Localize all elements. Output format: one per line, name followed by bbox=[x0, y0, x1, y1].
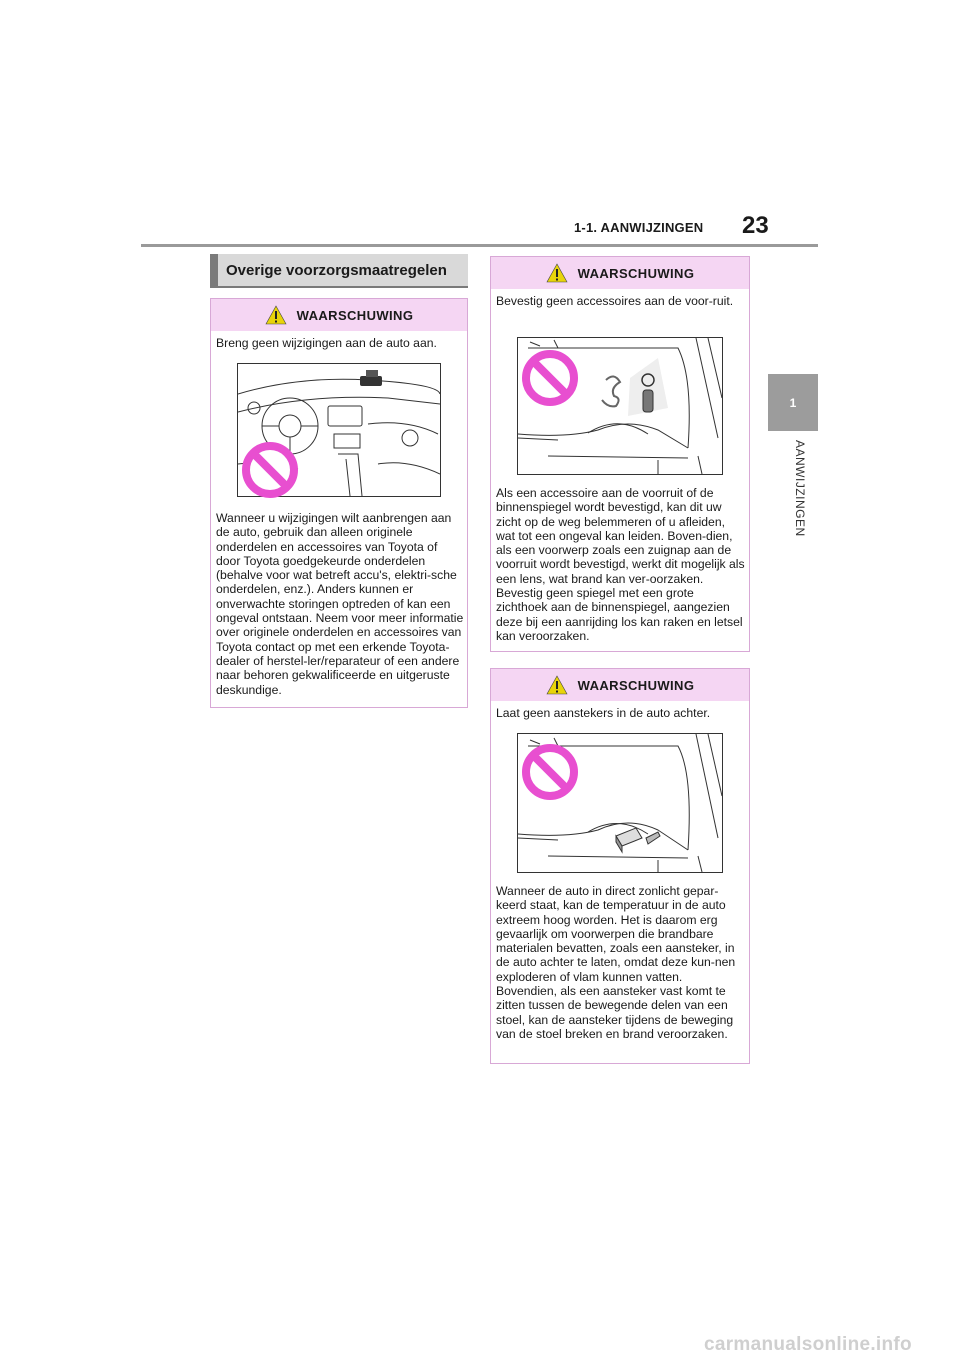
warning-box-modifications bbox=[210, 298, 468, 708]
warning-intro: Laat geen aanstekers in de auto achter. bbox=[496, 706, 711, 720]
roof-accessory-illustration bbox=[360, 370, 382, 386]
prohibition-sign-icon bbox=[521, 743, 579, 801]
warning-title: WAARSCHUWING bbox=[577, 677, 695, 693]
section-heading: Overige voorzorgsmaatregelen bbox=[210, 254, 468, 286]
warning-triangle-icon bbox=[546, 675, 568, 695]
warning-body: Als een accessoire aan de voorruit of de binnenspiegel wordt bevestigd, kan dit uw zicht op de weg belemmeren of u afleiden, wat tot een ongeval kan leiden. Boven-dien, als een voorwerp zoals een zuignap aan de voorruit wordt bevestigd, werkt dit mogelijk als een lens, wat brand kan ver-oorzaken. Bevestig geen spiegel met een grote zichthoek aan de binnenspiegel, aangezien deze bij een aanrijding los kan raken en letsel kan veroorzaken. bbox=[496, 486, 745, 643]
section-heading-underline bbox=[210, 286, 468, 288]
warning-header bbox=[491, 257, 749, 289]
warning-triangle-icon bbox=[546, 263, 568, 283]
header-divider bbox=[141, 244, 818, 247]
warning-header bbox=[491, 669, 749, 701]
warning-box-windshield-accessories bbox=[490, 256, 750, 652]
running-header-title: 1-1. AANWIJZINGEN bbox=[574, 220, 704, 235]
prohibition-sign-icon bbox=[241, 441, 299, 499]
warning-intro: Breng geen wijzigingen aan de auto aan. bbox=[216, 336, 437, 350]
footer-watermark: carmanualsonline.info bbox=[704, 1334, 912, 1355]
chapter-side-label: AANWIJZINGEN bbox=[793, 440, 807, 537]
prohibition-sign-icon bbox=[521, 349, 579, 407]
warning-header bbox=[211, 299, 467, 331]
lighter-objects bbox=[616, 828, 660, 852]
warning-title: WAARSCHUWING bbox=[296, 307, 414, 323]
warning-body: Wanneer u wijzigingen wilt aanbrengen aan de auto, gebruik dan alleen originele onderdelen en accessoires van Toyota of door Toyota goedgekeurde onderdelen (behalve voor wat betreft accu's, elektri-sche onderdelen, enz.). Anders kunnen er onverwachte storingen optreden of kan een ongeval ontstaan. Neem voor meer informatie over originele onderdelen en accessoires van Toyota contact op met een erkende Toyota-dealer of herstel-ler/reparateur of een andere naar behoren gekwalificeerde en uitgeruste deskundige. bbox=[216, 511, 464, 697]
chapter-tab: 1 bbox=[768, 374, 818, 431]
warning-body: Wanneer de auto in direct zonlicht gepar-keerd staat, kan de temperatuur in de auto extreem hoog worden. Het is daarom erg gevaarlijk om voorwerpen die brandbare materialen bevatten, zoals een aansteker, in de auto achter te laten, omdat deze kun-nen exploderen of vlam kunnen vatten. Bovendien, als een aansteker vast komt te zitten tussen de bewegende delen van een stoel, kan de aansteker tijdens de beweging van de stoel breken en brand veroorzaken. bbox=[496, 884, 736, 1041]
warning-title: WAARSCHUWING bbox=[577, 265, 695, 281]
warning-box-lighters bbox=[490, 668, 750, 1064]
page-number: 23 bbox=[742, 212, 769, 239]
warning-triangle-icon bbox=[265, 305, 287, 325]
warning-intro: Bevestig geen accessoires aan de voor-ruit. bbox=[496, 294, 734, 308]
